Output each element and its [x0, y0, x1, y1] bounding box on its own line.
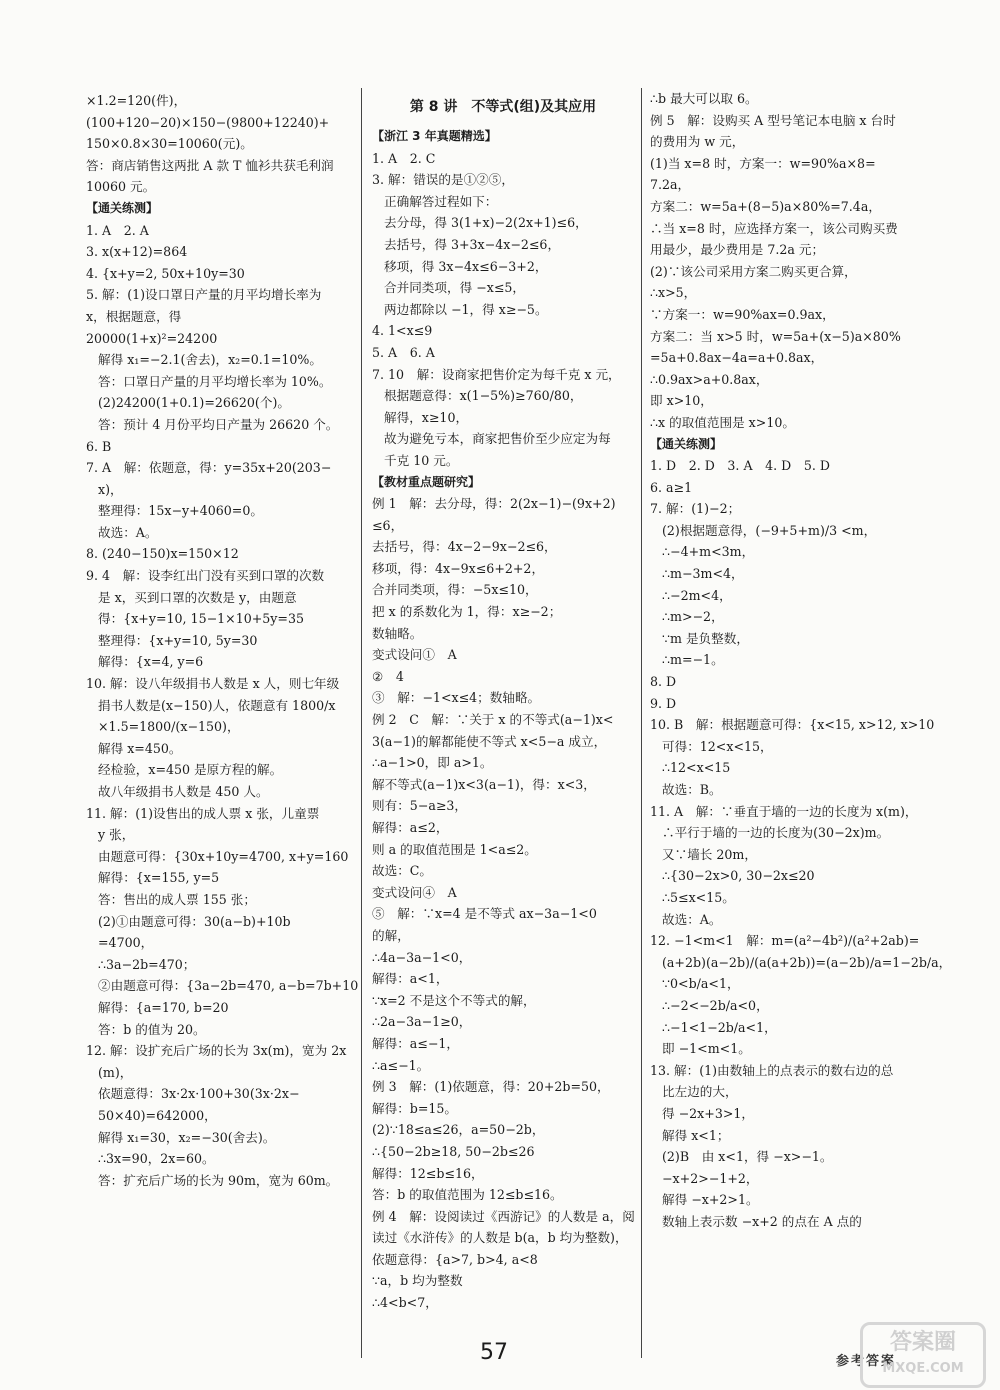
answer-line: ∴−1<1−2b/a<1，	[662, 1019, 777, 1035]
answer-line: ②由题意可得：{3a−2b=470, a−b=7b+10	[98, 978, 359, 994]
answer-line: y 张，	[98, 827, 135, 843]
footer-label: 参考答案	[836, 1354, 897, 1369]
answer-line: 12. 解：设扩充后广场的长为 3x(m)，宽为 2x	[86, 1043, 347, 1059]
answer-line: 由题意可得：{30x+10y=4700, x+y=160	[98, 848, 349, 864]
answer-line: 数轴上表示数 −x+2 的点在 A 点的	[662, 1213, 862, 1229]
answer-line: ∴5≤x<15。	[662, 889, 735, 905]
answer-line: 去括号，得 3+3x−4x−2≤6，	[384, 236, 561, 252]
answer-line: ∴−2<−2b/a<0，	[662, 997, 769, 1013]
answer-line: ∵x=2 不是这个不等式的解，	[372, 992, 536, 1008]
answer-line: ∵0<b/a<1，	[662, 976, 740, 992]
answer-line: 方案二：当 x>5 时，w=5a+(x−5)a×80%	[650, 328, 901, 344]
section-heading: 【教材重点题研究】	[372, 474, 481, 489]
answer-line: 7.2a，	[650, 177, 691, 193]
answer-line: 合并同类项，得 −x≤5，	[384, 280, 525, 296]
answer-line: 答：预计 4 月份平均日产量为 26620 个。	[98, 416, 339, 432]
answer-line: ∴b 最大可以取 6。	[650, 91, 758, 106]
answer-line: ② 4	[372, 668, 404, 684]
answer-line: ∴−4+m<3m，	[662, 544, 755, 560]
answer-line: (2)①由题意可得：30(a−b)+10b	[98, 913, 291, 929]
answer-line: ∴m−3m<4，	[662, 566, 744, 582]
answer-line: 依题意得：3x·2x·100+30(3x·2x−	[98, 1086, 300, 1102]
answer-line: =4700，	[98, 935, 154, 951]
answer-line: ∵m 是负整数，	[662, 630, 749, 646]
answer-line: 7. 10 解：设商家把售价定为每千克 x 元，	[372, 366, 621, 382]
answer-line: 故选：B。	[662, 782, 722, 797]
answer-line: 解得：12≤b≤16，	[372, 1165, 484, 1181]
answer-line: 例 2 C 解：∵关于 x 的不等式(a−1)x<	[372, 712, 614, 728]
answer-line: 的费用为 w 元，	[650, 134, 745, 150]
answer-line: 答：扩充后广场的长为 90m，宽为 60m。	[98, 1172, 339, 1188]
answer-line: 经检验，x=450 是原方程的解。	[98, 762, 283, 778]
watermark-logo	[860, 1322, 986, 1388]
answer-line: 8. (240−150)x=150×12	[86, 546, 239, 562]
answer-line: 10060 元。	[86, 179, 156, 195]
answer-line: (a+2b)(a−2b)/(a(a+2b))=(a−2b)/a=1−2b/a，	[662, 954, 952, 970]
answer-line: 根据题意得：x(1−5%)≥760/80，	[384, 388, 583, 404]
answer-line: ∴a≤−1。	[372, 1057, 430, 1073]
answer-line: −x+2>−1+2，	[662, 1170, 759, 1186]
answer-line: (2)∵18≤a≤26，a=50−2b，	[372, 1122, 545, 1138]
answer-line: (2)根据题意得，(−9+5+m)/3 <m，	[662, 522, 877, 538]
answer-line: x)，	[98, 481, 123, 497]
answer-line: 去括号，得：4x−2−9x−2≤6，	[372, 539, 557, 555]
answer-line: 答：b 的取值范围为 12≤b≤16。	[372, 1187, 563, 1203]
answer-line: 5. 解：(1)设口罩日产量的月平均增长率为	[86, 287, 322, 303]
watermark-main: 答案圈	[889, 1330, 956, 1355]
answer-line: ∴4a−3a−1<0，	[372, 949, 472, 965]
answer-column-right	[650, 88, 952, 1232]
answer-line: 得：{x+y=10, 15−1×10+5y=35	[98, 611, 304, 627]
answer-line: 答：商店销售这两批 A 款 T 恤衫共获毛利润	[86, 157, 334, 173]
answer-line: 的解，	[372, 927, 410, 943]
answer-line: 例 5 解：设购买 A 型号笔记本电脑 x 台时	[650, 112, 896, 128]
answer-line: 11. A 解：∵垂直于墙的一边的长度为 x(m)，	[650, 803, 918, 819]
answer-line: 答：口罩日产量的月平均增长率为 10%。	[98, 373, 332, 389]
answer-line: ×1.5=1800/(x−150)，	[98, 719, 240, 735]
answer-line: 故八年级捐书人数是 450 人。	[98, 784, 269, 799]
answer-line: ∵方案一：w=90%ax=0.9ax，	[650, 306, 835, 322]
answer-line: 解得：{a=170, b=20	[98, 999, 229, 1015]
answer-line: ∴{50−2b≥18, 50−2b≤26	[372, 1143, 535, 1159]
answer-line: 故选：A。	[98, 524, 158, 540]
answer-line: (2)24200(1+0.1)=26620(个)。	[98, 395, 290, 411]
answer-line: 9. 4 解：设李红出门没有买到口罩的次数	[86, 568, 325, 584]
answer-line: ∵a，b 均为整数	[372, 1273, 463, 1289]
answer-line: 正确解答过程如下：	[384, 193, 498, 209]
answer-line: 解不等式(a−1)x<3(a−1)，得：x<3，	[372, 776, 596, 792]
answer-line: ∴m=−1。	[662, 652, 724, 668]
answer-line: 用最少，最少费用是 7.2a 元；	[650, 242, 825, 258]
answer-line: 合并同类项，得：−5x≤10，	[372, 582, 538, 598]
answer-line: 9. D	[650, 695, 677, 711]
answer-column-left	[86, 90, 359, 1191]
answer-line: 解得：b=15。	[372, 1100, 458, 1116]
answer-line: 5. A 6. A	[372, 344, 435, 360]
answer-line: 故选：C。	[372, 863, 433, 879]
column-divider-left	[361, 88, 362, 1358]
answer-line: 3(a−1)的解都能使不等式 x<5−a 成立，	[372, 733, 607, 749]
answer-line: ∴x 的取值范围是 x>10。	[650, 414, 795, 430]
answer-line: 8. D	[650, 674, 677, 690]
section-heading: 【通关练测】	[86, 200, 159, 215]
answer-line: 捐书人数是(x−150)人，依题意有 1800/x	[98, 697, 336, 713]
answer-line: 13. 解：(1)由数轴上的点表示的数右边的总	[650, 1062, 894, 1078]
answer-line: 6. a≥1	[650, 479, 693, 495]
answer-line: 千克 10 元。	[384, 452, 459, 468]
answer-line: ∴4<b<7，	[372, 1295, 438, 1311]
answer-line: ③ 解：−1<x≤4；数轴略。	[372, 690, 541, 706]
answer-line: ∴平行于墙的一边的长度为(30−2x)m。	[662, 825, 890, 841]
answer-line: 则 a 的取值范围是 1<a≤2。	[372, 841, 537, 857]
answer-line: ×1.2=120(件)，	[86, 93, 187, 108]
answer-line: 则有：5−a≥3，	[372, 798, 468, 814]
answer-line: 4. {x+y=2, 50x+10y=30	[86, 265, 245, 281]
answer-line: 解得 x₁=−2.1(舍去)，x₂=0.1=10%。	[98, 352, 322, 368]
page-number: 57	[480, 1340, 508, 1365]
answer-line: 7. 解：(1)−2；	[650, 501, 741, 517]
answer-line: 10. 解：设八年级捐书人数是 x 人，则七年级	[86, 676, 340, 692]
answer-line: 20000(1+x)²=24200	[86, 330, 218, 346]
answer-line: 解得：a≤2，	[372, 820, 449, 835]
answer-line: 读过《水浒传》的人数是 b(a，b 均为整数)，	[372, 1230, 628, 1246]
answer-line: ≤6，	[372, 517, 404, 533]
answer-line: 即 x>10，	[650, 393, 713, 409]
answer-line: ∴m>−2，	[662, 609, 724, 625]
answer-line: ∴2a−3a−1≥0，	[372, 1014, 472, 1030]
answer-line: 3. x(x+12)=864	[86, 244, 188, 260]
answer-line: 例 4 解：设阅读过《西游记》的人数是 a，阅	[372, 1208, 635, 1224]
answer-line: 变式设问① A	[372, 647, 457, 663]
answer-line: 12. −1<m<1 解：m=(a²−4b²)/(a²+2ab)=	[650, 933, 920, 949]
answer-line: ∴12<x<15	[662, 760, 731, 776]
section-heading: 【通关练测】	[650, 436, 723, 451]
answer-line: (2)∵该公司采用方案二购买更合算，	[650, 263, 857, 279]
answer-line: 50×40)=642000，	[98, 1107, 217, 1123]
answer-line: 解得：{x=155, y=5	[98, 870, 220, 886]
answer-line: 得 −2x+3>1，	[662, 1105, 754, 1121]
answer-line: 把 x 的系数化为 1，得：x≥−2；	[372, 604, 562, 620]
answer-line: 答：售出的成人票 155 张；	[98, 891, 256, 907]
answer-line: 4. 1<x≤9	[372, 323, 433, 339]
answer-line: ∴3a−2b=470；	[98, 956, 196, 972]
section-heading: 【浙江 3 年真题精选】	[372, 129, 497, 143]
answer-line: ∴x>5，	[650, 285, 697, 301]
answer-line: 可得：12<x<15，	[662, 738, 773, 754]
answer-line: 150×0.8×30=10060(元)。	[86, 136, 253, 152]
answer-line: ∴−2m<4，	[662, 587, 732, 603]
chapter-title: 第 8 讲 不等式(组)及其应用	[409, 99, 597, 115]
answer-line: 例 1 解：去分母，得：2(2x−1)−(9x+2)	[372, 496, 616, 512]
answer-line: ∴当 x=8 时，应选择方案一，该公司购买费	[650, 220, 898, 236]
answer-line: 是 x，买到口罩的次数是 y，由题意	[98, 589, 297, 605]
answer-line: x，根据题意，得	[86, 308, 182, 324]
answer-line: ⑤ 解：∵x=4 是不等式 ax−3a−1<0	[372, 906, 597, 922]
answer-line: (1)当 x=8 时，方案一：w=90%a×8=	[650, 155, 876, 171]
answer-line: 整理得：15x−y+4060=0。	[98, 503, 263, 519]
answer-line: 例 3 解：(1)依题意，得：20+2b=50，	[372, 1079, 610, 1095]
answer-line: 两边都除以 −1，得 x≥−5。	[384, 301, 548, 317]
answer-line: 方案二：w=5a+(8−5)a×80%=7.4a，	[650, 198, 881, 214]
answer-line: 解得：{x=4, y=6	[98, 654, 204, 670]
column-divider-right	[641, 88, 642, 1358]
answer-line: 故为避免亏本，商家把售价至少应定为每	[384, 431, 611, 447]
answer-line: 故选：A。	[662, 911, 722, 927]
answer-line: 移项，得 3x−4x≤6−3+2，	[384, 258, 548, 274]
answer-line: ∴{30−2x>0, 30−2x≤20	[662, 868, 815, 884]
answer-line: ∴a−1>0，即 a>1。	[372, 755, 493, 771]
answer-line: 解得：a≤−1，	[372, 1035, 460, 1051]
answer-line: (100+120−20)×150−(9800+12240)+	[86, 114, 330, 130]
answer-line: ∴3x=90，2x=60。	[98, 1151, 215, 1167]
answer-line: 又∵墙长 20m，	[662, 846, 757, 862]
answer-line: 7. A 解：依题意，得：y=35x+20(203−	[86, 460, 332, 476]
answer-line: (2)B 由 x<1，得 −x>−1。	[662, 1149, 833, 1165]
answer-line: 10. B 解：根据题意可得：{x<15, x>12, x>10	[650, 717, 935, 733]
answer-line: 1. A 2. C	[372, 150, 436, 166]
answer-line: 1. A 2. A	[86, 222, 149, 238]
answer-line: 1. D 2. D 3. A 4. D 5. D	[650, 458, 830, 474]
answer-line: 即 −1<m<1。	[662, 1041, 751, 1057]
answer-line: ∴0.9ax>a+0.8ax，	[650, 371, 769, 387]
answer-line: 比左边的大，	[662, 1084, 738, 1100]
answer-line: 解得，x≥10，	[384, 409, 469, 425]
watermark-url: MXQE.COM	[882, 1361, 964, 1376]
answer-line: 解得 x=450。	[98, 740, 182, 756]
answer-line: 解得：a<1，	[372, 971, 449, 987]
answer-line: 6. B	[86, 438, 112, 454]
answer-line: 解得 x<1；	[662, 1127, 730, 1143]
answer-line: 答：b 的值为 20。	[98, 1021, 206, 1037]
answer-line: 依题意得：{a>7, b>4, a<8	[372, 1251, 538, 1267]
answer-line: 解得 −x+2>1。	[662, 1192, 759, 1208]
answer-line: 变式设问④ A	[372, 884, 457, 900]
answer-line: 整理得：{x+y=10, 5y=30	[98, 632, 258, 648]
answer-line: 移项，得：4x−9x≤6+2+2，	[372, 560, 545, 576]
answer-line: 解得 x₁=30，x₂=−30(舍去)。	[98, 1129, 276, 1145]
answer-line: 11. 解：(1)设售出的成人票 x 张，儿童票	[86, 805, 320, 821]
answer-line: 数轴略。	[372, 625, 423, 641]
answer-line: =5a+0.8ax−4a=a+0.8ax，	[650, 350, 824, 366]
answer-column-middle	[372, 96, 634, 1314]
answer-line: (m)，	[98, 1064, 133, 1080]
answer-line: 3. 解：错误的是①②⑤，	[372, 172, 514, 188]
answer-line: 去分母，得 3(1+x)−2(2x+1)≤6，	[384, 215, 588, 231]
